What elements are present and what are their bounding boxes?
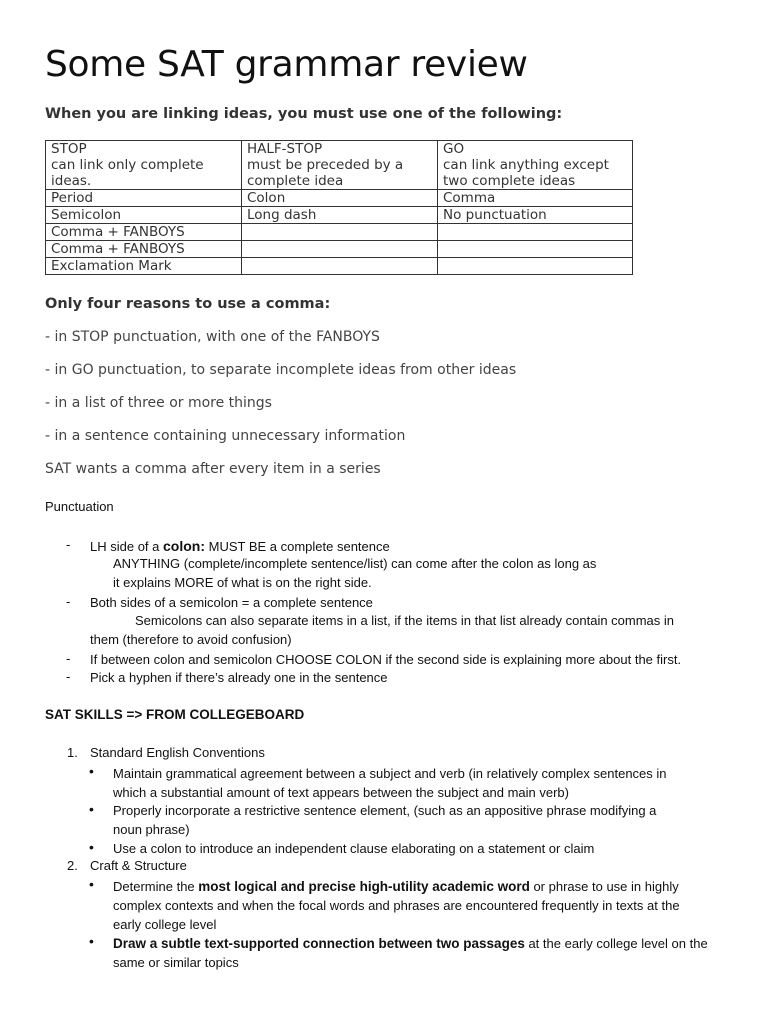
list-item bbox=[113, 764, 723, 802]
bullet-icon: • bbox=[89, 933, 94, 949]
table-cell: Long dash bbox=[242, 207, 438, 224]
bullet-icon: • bbox=[89, 763, 94, 779]
table-cell: Comma + FANBOYS bbox=[46, 224, 242, 241]
dash-marker: - bbox=[66, 594, 71, 609]
header-text: HALF-STOP bbox=[247, 141, 323, 157]
list-item bbox=[113, 934, 723, 972]
list-item-line: which a substantial amount of text appears between the subject and main verb) bbox=[113, 785, 569, 800]
list-continuation: ANYTHING (complete/incomplete sentence/list) can come after the colon as long as bbox=[113, 556, 597, 571]
table-cell bbox=[242, 258, 438, 275]
series-note: SAT wants a comma after every item in a series bbox=[45, 461, 381, 477]
skills-heading: SAT SKILLS => FROM COLLEGEBOARD bbox=[45, 707, 305, 722]
bold-term: Draw a subtle text-supported connection between two passages bbox=[113, 936, 525, 951]
list-item-line: complex contexts and when the focal words and phrases are encountered frequently in texts at the bbox=[113, 898, 680, 913]
list-item-text: Pick a hyphen if there’s already one in the sentence bbox=[90, 670, 388, 685]
intro-heading: When you are linking ideas, you must use one of the following: bbox=[45, 106, 563, 122]
dash-marker: - bbox=[66, 537, 71, 552]
punctuation-heading: Punctuation bbox=[45, 499, 114, 514]
table-cell bbox=[438, 224, 633, 241]
list-item-text: If between colon and semicolon CHOOSE COLON if the second side is explaining more about the first. bbox=[90, 652, 682, 667]
table-cell: Period bbox=[46, 190, 242, 207]
comma-reason: - in GO punctuation, to separate incomplete ideas from other ideas bbox=[45, 362, 517, 378]
bold-term: most logical and precise high-utility academic word bbox=[198, 879, 530, 894]
list-item-text: Both sides of a semicolon = a complete sentence bbox=[90, 595, 373, 610]
list-item bbox=[113, 839, 723, 858]
list-item-line: Maintain grammatical agreement between a subject and verb (in relatively complex sentences in bbox=[113, 766, 667, 781]
table-cell: No punctuation bbox=[438, 207, 633, 224]
text-segment: at the early college level on the bbox=[524, 936, 708, 951]
table-cell: Colon bbox=[242, 190, 438, 207]
list-item-line bbox=[113, 877, 723, 896]
header-text: can link anything except bbox=[443, 157, 609, 173]
table-row bbox=[46, 224, 633, 241]
table-cell bbox=[242, 224, 438, 241]
list-item-line: Use a colon to introduce an independent clause elaborating on a statement or claim bbox=[113, 841, 595, 856]
text-segment: MUST BE a complete sentence bbox=[205, 539, 390, 554]
list-continuation: them (therefore to avoid confusion) bbox=[90, 632, 292, 647]
table-cell: Comma + FANBOYS bbox=[46, 241, 242, 258]
dash-marker: - bbox=[66, 651, 71, 666]
header-text: STOP bbox=[51, 141, 87, 157]
list-item bbox=[113, 801, 723, 839]
header-go bbox=[438, 141, 633, 190]
header-text: ideas. bbox=[51, 173, 92, 189]
list-item-line: noun phrase) bbox=[113, 822, 190, 837]
header-text: must be preceded by a bbox=[247, 157, 404, 173]
table-row bbox=[46, 207, 633, 224]
table-cell bbox=[242, 241, 438, 258]
table-row bbox=[46, 241, 633, 258]
table-cell: Semicolon bbox=[46, 207, 242, 224]
header-text: GO bbox=[443, 141, 465, 157]
punctuation-table bbox=[45, 140, 633, 275]
list-item-line: early college level bbox=[113, 917, 217, 932]
bullet-icon: • bbox=[89, 876, 94, 892]
text-segment: LH side of a bbox=[90, 539, 163, 554]
header-half-stop bbox=[242, 141, 438, 190]
table-cell: Exclamation Mark bbox=[46, 258, 242, 275]
list-item-line bbox=[113, 934, 723, 953]
comma-reason: - in a list of three or more things bbox=[45, 395, 272, 411]
list-number: 1. bbox=[67, 745, 78, 760]
list-number: 2. bbox=[67, 858, 78, 873]
section-label: Craft & Structure bbox=[90, 858, 187, 873]
comma-reasons-heading: Only four reasons to use a comma: bbox=[45, 296, 331, 312]
text-segment: Determine the bbox=[113, 879, 199, 894]
comma-reason: - in STOP punctuation, with one of the FANBOYS bbox=[45, 329, 380, 345]
table-cell bbox=[438, 258, 633, 275]
bullet-icon: • bbox=[89, 801, 94, 817]
list-item-text bbox=[90, 537, 726, 557]
table-header-row bbox=[46, 141, 633, 190]
header-text: complete idea bbox=[247, 173, 344, 189]
list-item bbox=[113, 877, 723, 934]
table-row bbox=[46, 190, 633, 207]
header-text: two complete ideas bbox=[443, 173, 576, 189]
page-title: Some SAT grammar review bbox=[45, 44, 528, 85]
list-item-line: Properly incorporate a restrictive sentence element, (such as an appositive phrase modifying a bbox=[113, 803, 657, 818]
header-text: can link only complete bbox=[51, 157, 204, 173]
list-continuation: it explains MORE of what is on the right side. bbox=[113, 575, 372, 590]
list-item-line: same or similar topics bbox=[113, 955, 239, 970]
text-segment: or phrase to use in highly bbox=[529, 879, 679, 894]
table-cell: Comma bbox=[438, 190, 633, 207]
list-continuation: Semicolons can also separate items in a list, if the items in that list already contain commas in bbox=[135, 613, 675, 628]
section-label: Standard English Conventions bbox=[90, 745, 265, 760]
comma-reason: - in a sentence containing unnecessary information bbox=[45, 428, 406, 444]
table-row bbox=[46, 258, 633, 275]
bullet-icon: • bbox=[89, 839, 94, 855]
header-stop bbox=[46, 141, 242, 190]
dash-marker: - bbox=[66, 669, 71, 684]
table-cell bbox=[438, 241, 633, 258]
bold-term: colon: bbox=[163, 538, 205, 554]
